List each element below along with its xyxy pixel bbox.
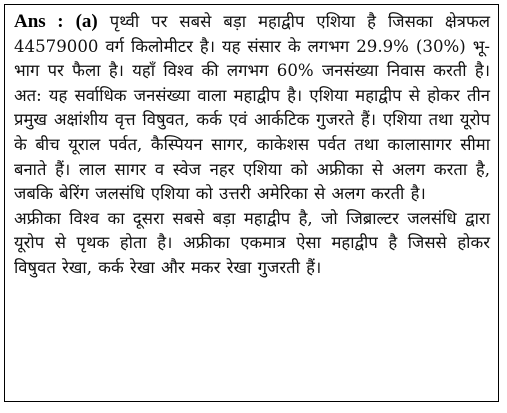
answer-box [4, 4, 499, 402]
answer-paragraph-asia [14, 10, 490, 207]
answer-part-label: (a) [75, 11, 98, 32]
answer-label: Ans : [14, 11, 64, 32]
asia-paragraph-text: पृथ्वी पर सबसे बड़ा महाद्वीप एशिया है जिसका क्षेत्रफल 44579000 वर्ग किलोमीटर है। यह संसार के लगभग 29.9% (30%) भू-भाग पर फैला है। यहाँ विश्व की लगभग 60% जनसंख्या निवास करती है। अत: यह सर्वाधिक जनसंख्या वाला महाद्वीप है। एशिया महाद्वीप से होकर तीन प्रमुख अक्षांशीय वृत्त विषुवत, कर्क एवं आर्कटिक गुजरते हैं। एशिया तथा यूरोप के बीच यूराल पर्वत, कैस्पियन सागर, काकेशस पर्वत तथा कालासागर सीमा बनाते हैं। लाल सागर व स्वेज नहर एशिया को अफ्रीका से अलग करता है, जबकि बेरिंग जलसंधि एशिया को उत्तरी अमेरिका से अलग करती है। [14, 12, 490, 204]
answer-paragraph-africa: अफ्रीका विश्व का दूसरा सबसे बड़ा महाद्वीप है, जो जिब्राल्टर जलसंधि द्वारा यूरोप से पृथक होता है। अफ्रीका एकमात्र ऐसा महाद्वीप है जिससे होकर विषुवत रेखा, कर्क रेखा और मकर रेखा गुजरती हैं। [14, 208, 490, 277]
